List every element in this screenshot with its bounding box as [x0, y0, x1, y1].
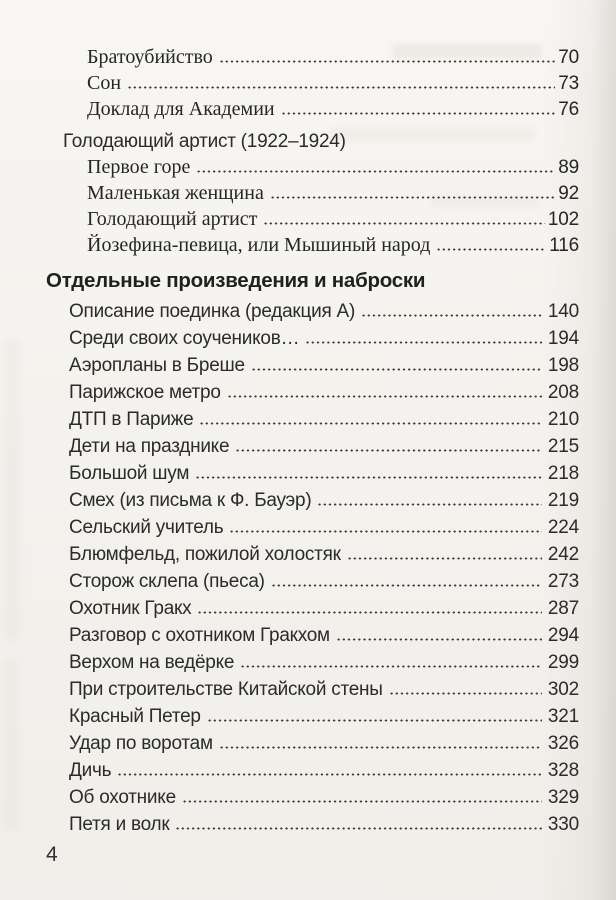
dot-leader [235, 447, 542, 452]
toc-entry-page: 140 [547, 301, 579, 322]
toc-entry-page: 215 [547, 436, 579, 457]
toc-row [46, 703, 579, 730]
toc-entry-title: Сельский учитель [69, 517, 224, 538]
dot-leader [263, 220, 544, 225]
toc-row [46, 757, 579, 784]
dot-leader [175, 825, 541, 830]
dot-leader [240, 663, 542, 668]
toc-row [46, 352, 579, 379]
toc-entry-title: Сторож склепа (пьеса) [69, 571, 265, 592]
toc-entry-title: Доклад для Академии [87, 98, 275, 120]
toc-row [46, 379, 579, 406]
toc-entry-title: Охотник Гракх [69, 598, 192, 619]
toc-row [46, 406, 579, 433]
dot-leader [389, 690, 542, 695]
toc-entry-title: Об охотнике [69, 787, 176, 808]
dot-leader [127, 84, 555, 89]
dot-leader [199, 420, 541, 425]
dot-leader [197, 609, 542, 614]
toc-entry-title: Среди своих соучеников… [69, 328, 300, 349]
dot-leader [219, 58, 555, 63]
toc-entry-title: Красный Петер [69, 706, 201, 727]
toc-row [46, 70, 579, 96]
toc-entry-title: Большой шум [69, 463, 190, 484]
dot-leader [207, 717, 542, 722]
toc-row [46, 460, 579, 487]
toc-entry-page: 299 [547, 652, 579, 673]
toc-entry-title: Голодающий артист (1922–1924) [63, 131, 346, 152]
toc-entry-page: 287 [547, 598, 579, 619]
toc-row [46, 568, 579, 595]
show-through-mark [4, 660, 18, 830]
toc-entry-page: 92 [558, 183, 579, 204]
toc-row [46, 487, 579, 514]
dot-leader [270, 194, 555, 199]
table-of-contents [46, 44, 579, 838]
toc-entry-page: 330 [547, 814, 579, 835]
dot-leader [361, 312, 542, 317]
toc-entry-page: 73 [558, 73, 579, 94]
dot-leader [117, 771, 542, 776]
toc-row [46, 514, 579, 541]
toc-row [46, 44, 579, 70]
toc-entry-title: Первое горе [87, 156, 191, 178]
toc-row [46, 96, 579, 122]
toc-entry-title: Сон [87, 72, 122, 94]
toc-entry-page: 273 [547, 571, 579, 592]
toc-row [46, 811, 579, 838]
toc-entry-page: 224 [547, 517, 579, 538]
dot-leader [229, 528, 542, 533]
toc-entry-title: Братоубийство [87, 46, 213, 68]
dot-leader [195, 474, 542, 479]
toc-row [46, 433, 579, 460]
toc-entry-page: 210 [547, 409, 579, 430]
dot-leader [219, 744, 542, 749]
toc-entry-page: 116 [549, 235, 579, 256]
toc-row [46, 206, 579, 232]
toc-entry-title: Описание поединка (редакция А) [69, 301, 356, 322]
toc-entry-title: Верхом на ведёрке [69, 652, 235, 673]
dot-leader [281, 110, 556, 115]
toc-row [46, 622, 579, 649]
toc-row [46, 676, 579, 703]
dot-leader [436, 246, 546, 251]
toc-entry-page: 326 [547, 733, 579, 754]
toc-entry-title: Аэропланы в Бреше [69, 355, 245, 376]
dot-leader [271, 582, 542, 587]
toc-entry-page: 194 [547, 328, 579, 349]
toc-row [46, 267, 579, 295]
toc-entry-page: 294 [547, 625, 579, 646]
toc-row [46, 154, 579, 180]
toc-row [46, 730, 579, 757]
toc-entry-title: Петя и волк [69, 814, 170, 835]
toc-entry-title: Разговор с охотником Гракхом [69, 625, 330, 646]
toc-entry-title: Маленькая женщина [87, 182, 264, 204]
dot-leader [182, 798, 542, 803]
page-number: 4 [46, 843, 58, 866]
toc-entry-title: Удар по воротам [69, 733, 213, 754]
toc-entry-page: 208 [547, 382, 579, 403]
toc-entry-title: Смех (из письма к Ф. Бауэр) [69, 490, 312, 511]
toc-entry-title: Дичь [69, 760, 112, 781]
toc-entry-title: Парижское метро [69, 382, 221, 403]
dot-leader [251, 366, 542, 371]
show-through-mark [4, 340, 20, 640]
dot-leader [227, 393, 542, 398]
toc-row [46, 541, 579, 568]
toc-entry-page: 329 [547, 787, 579, 808]
toc-entry-page: 70 [558, 47, 579, 68]
toc-entry-page: 242 [547, 544, 579, 565]
toc-entry-page: 76 [558, 99, 579, 120]
toc-row [46, 180, 579, 206]
toc-entry-title: Блюмфельд, пожилой холостяк [69, 544, 341, 565]
toc-row [46, 232, 579, 258]
toc-entry-title: Дети на празднике [69, 436, 230, 457]
toc-entry-title: Голодающий артист [87, 208, 258, 230]
toc-row [46, 129, 579, 154]
toc-row [46, 649, 579, 676]
toc-entry-page: 89 [558, 157, 579, 178]
toc-entry-page: 198 [547, 355, 579, 376]
toc-row [46, 595, 579, 622]
toc-row [46, 325, 579, 352]
toc-entry-title: ДТП в Париже [69, 409, 194, 430]
dot-leader [305, 339, 542, 344]
toc-entry-page: 102 [547, 209, 579, 230]
toc-entry-title: Отдельные произведения и наброски [46, 269, 426, 292]
toc-entry-page: 302 [547, 679, 579, 700]
dot-leader [317, 501, 541, 506]
toc-row [46, 298, 579, 325]
toc-entry-page: 328 [547, 760, 579, 781]
toc-entry-page: 321 [547, 706, 579, 727]
toc-row [46, 784, 579, 811]
toc-entry-page: 218 [547, 463, 579, 484]
toc-entry-title: При строительстве Китайской стены [69, 679, 383, 700]
toc-entry-title: Йозефина-певица, или Мышиный народ [87, 234, 431, 256]
dot-leader [347, 555, 542, 560]
dot-leader [196, 168, 555, 173]
toc-entry-page: 219 [547, 490, 579, 511]
dot-leader [336, 636, 542, 641]
